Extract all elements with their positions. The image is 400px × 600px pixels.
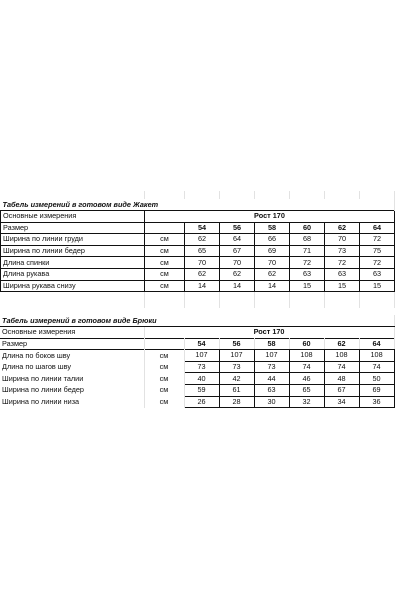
basic-measurements-label: Основные измерения	[0, 327, 144, 339]
value-cell: 69	[255, 245, 290, 257]
jacket-sheet	[0, 191, 400, 308]
measurement-name: Длина по боков шву	[0, 350, 144, 362]
size-header: 58	[254, 338, 289, 350]
value-cell: 14	[220, 280, 255, 292]
table-row	[1, 234, 395, 246]
table-row	[1, 257, 395, 269]
value-cell: 108	[289, 350, 324, 362]
size-header: 56	[219, 338, 254, 350]
value-cell: 63	[360, 268, 395, 280]
size-header: 54	[184, 338, 219, 350]
measurement-name: Ширина рукава снизу	[1, 280, 145, 292]
measurement-name: Ширина по линии талии	[0, 373, 144, 385]
value-cell: 63	[290, 268, 325, 280]
table-row	[1, 280, 395, 292]
table-row	[0, 384, 394, 396]
value-cell: 66	[255, 234, 290, 246]
value-cell: 50	[359, 373, 394, 385]
measurement-name: Ширина по линии бедер	[0, 384, 144, 396]
size-header: 62	[324, 338, 359, 350]
unit-cell: см	[144, 350, 184, 362]
value-cell: 73	[325, 245, 360, 257]
spacer-row	[1, 300, 395, 308]
unit-cell: см	[145, 280, 185, 292]
value-cell: 42	[219, 373, 254, 385]
unit-cell: см	[144, 361, 184, 373]
value-cell: 59	[184, 384, 219, 396]
size-header: 54	[185, 222, 220, 234]
value-cell: 63	[254, 384, 289, 396]
value-cell: 62	[220, 268, 255, 280]
measurement-name: Длина спинки	[1, 257, 145, 269]
value-cell: 108	[359, 350, 394, 362]
value-cell: 40	[184, 373, 219, 385]
value-cell: 65	[289, 384, 324, 396]
value-cell: 64	[220, 234, 255, 246]
size-header: 64	[360, 222, 395, 234]
spacer-row	[1, 191, 395, 199]
value-cell: 68	[290, 234, 325, 246]
table-row	[0, 396, 394, 408]
height-label: Рост 170	[144, 327, 394, 339]
size-label: Размер	[0, 338, 144, 350]
value-cell: 107	[254, 350, 289, 362]
table-row	[0, 350, 394, 362]
table-row	[0, 361, 394, 373]
value-cell: 26	[184, 396, 219, 408]
size-header: 62	[325, 222, 360, 234]
value-cell: 72	[290, 257, 325, 269]
unit-cell: см	[145, 245, 185, 257]
value-cell: 67	[324, 384, 359, 396]
value-cell: 72	[360, 257, 395, 269]
value-cell: 32	[289, 396, 324, 408]
measurement-name: Ширина по линии груди	[1, 234, 145, 246]
value-cell: 73	[219, 361, 254, 373]
value-cell: 73	[184, 361, 219, 373]
value-cell: 28	[219, 396, 254, 408]
value-cell: 74	[289, 361, 324, 373]
size-label: Размер	[1, 222, 145, 234]
spacer-row	[1, 292, 395, 301]
value-cell: 70	[185, 257, 220, 269]
value-cell: 70	[325, 234, 360, 246]
pants-sheet	[0, 315, 400, 408]
measurement-name: Ширина по линии низа	[0, 396, 144, 408]
value-cell: 15	[290, 280, 325, 292]
value-cell: 74	[359, 361, 394, 373]
size-header: 60	[290, 222, 325, 234]
jacket-basic-row	[1, 211, 395, 223]
size-header: 56	[220, 222, 255, 234]
value-cell: 71	[290, 245, 325, 257]
pants-table-body	[0, 350, 394, 408]
value-cell: 74	[324, 361, 359, 373]
value-cell: 67	[220, 245, 255, 257]
value-cell: 14	[255, 280, 290, 292]
value-cell: 107	[219, 350, 254, 362]
value-cell: 62	[185, 268, 220, 280]
value-cell: 70	[220, 257, 255, 269]
unit-cell: см	[145, 257, 185, 269]
value-cell: 62	[255, 268, 290, 280]
pants-title-row	[0, 315, 394, 327]
measurement-name: Длина рукава	[1, 268, 145, 280]
unit-cell: см	[145, 234, 185, 246]
size-header: 60	[289, 338, 324, 350]
value-cell: 34	[324, 396, 359, 408]
value-cell: 61	[219, 384, 254, 396]
value-cell: 108	[324, 350, 359, 362]
jacket-table-title: Табель измерений в готовом виде Жакет	[1, 199, 395, 211]
pants-basic-row	[0, 327, 394, 339]
measurement-name: Длина по шагов шву	[0, 361, 144, 373]
value-cell: 70	[255, 257, 290, 269]
value-cell: 72	[360, 234, 395, 246]
size-header: 64	[359, 338, 394, 350]
size-header: 58	[255, 222, 290, 234]
value-cell: 15	[325, 280, 360, 292]
basic-measurements-label: Основные измерения	[1, 211, 145, 223]
table-row	[0, 373, 394, 385]
value-cell: 69	[359, 384, 394, 396]
jacket-size-row	[1, 222, 395, 234]
pants-measurement-table	[0, 315, 395, 408]
value-cell: 72	[325, 257, 360, 269]
pants-table-title: Табель измерений в готовом виде Брюки	[0, 315, 394, 327]
value-cell: 65	[185, 245, 220, 257]
jacket-title-row	[1, 199, 395, 211]
value-cell: 46	[289, 373, 324, 385]
table-row	[1, 245, 395, 257]
value-cell: 36	[359, 396, 394, 408]
jacket-table-body	[1, 211, 395, 292]
value-cell: 44	[254, 373, 289, 385]
height-label: Рост 170	[145, 211, 395, 223]
unit-cell: см	[145, 268, 185, 280]
value-cell: 48	[324, 373, 359, 385]
value-cell: 63	[325, 268, 360, 280]
value-cell: 14	[185, 280, 220, 292]
pants-size-row	[0, 338, 394, 350]
unit-cell: см	[144, 373, 184, 385]
value-cell: 62	[185, 234, 220, 246]
value-cell: 75	[360, 245, 395, 257]
value-cell: 73	[254, 361, 289, 373]
value-cell: 30	[254, 396, 289, 408]
jacket-measurement-table	[0, 191, 395, 308]
value-cell: 107	[184, 350, 219, 362]
measurement-name: Ширина по линии бедер	[1, 245, 145, 257]
unit-cell: см	[144, 384, 184, 396]
value-cell: 15	[360, 280, 395, 292]
table-row	[1, 268, 395, 280]
unit-cell: см	[144, 396, 184, 408]
